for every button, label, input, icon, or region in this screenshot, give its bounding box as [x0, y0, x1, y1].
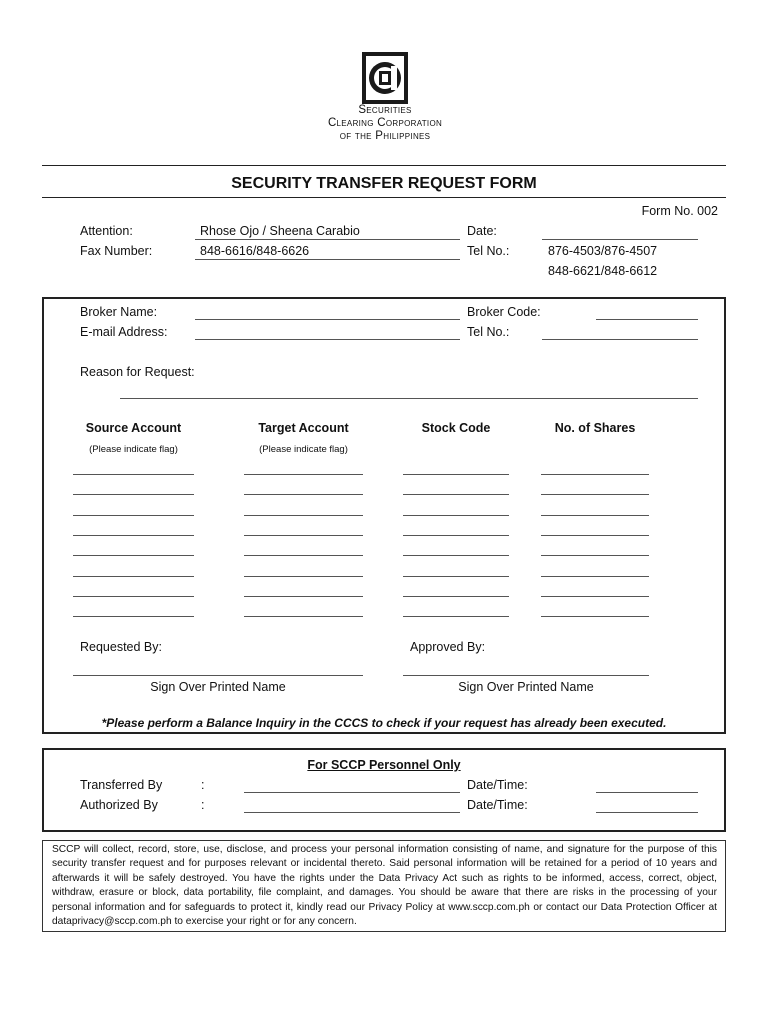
- approved-by-signature-field[interactable]: [403, 675, 649, 676]
- transferred-by-colon: :: [201, 778, 205, 792]
- stock-code-field-row-8[interactable]: [403, 616, 509, 617]
- email-field[interactable]: [195, 339, 460, 340]
- page-title: SECURITY TRANSFER REQUEST FORM: [231, 175, 537, 192]
- fax-field[interactable]: [195, 259, 460, 260]
- source-account-note: (Please indicate flag): [89, 444, 178, 455]
- transferred-by-field[interactable]: [244, 792, 460, 793]
- broker-code-field[interactable]: [596, 319, 698, 320]
- no-of-shares-field-row-2[interactable]: [541, 494, 649, 495]
- sign-label-right: Sign Over Printed Name: [458, 680, 594, 694]
- broker-name-field[interactable]: [195, 319, 460, 320]
- target-account-field-row-3[interactable]: [244, 515, 363, 516]
- target-account-field-row-8[interactable]: [244, 616, 363, 617]
- sign-label-left: Sign Over Printed Name: [150, 680, 286, 694]
- target-account-field-row-7[interactable]: [244, 596, 363, 597]
- attention-label: Attention:: [80, 224, 133, 238]
- no-of-shares-field-row-1[interactable]: [541, 474, 649, 475]
- column-header-target-account: Target Account: [258, 421, 349, 435]
- broker-tel-field[interactable]: [542, 339, 698, 340]
- broker-tel-label: Tel No.:: [467, 325, 510, 339]
- source-account-field-row-7[interactable]: [73, 596, 194, 597]
- datetime-field-1[interactable]: [596, 792, 698, 793]
- attention-field[interactable]: [195, 239, 460, 240]
- date-field[interactable]: [542, 239, 698, 240]
- target-account-note: (Please indicate flag): [259, 444, 348, 455]
- privacy-notice-text: SCCP will collect, record, store, use, disclose, and process your personal information consisting of name, and signature for the purpose of this security transfer request and for purposes relevant or incidental thereto. Said personal information will be retained for a period of 10 years and afterwards it will be safely destroyed. You have the rights under the Data Privacy Act such as rights to be informed, access, correct, object, withdraw, erasure or block, data portability, file complaint, and damages. You should be aware that there are risks in the processing of your personal information and for safeguards to protect it, kindly read our Privacy Policy at www.sccp.com.ph or contact our Data Protection Officer at dataprivacy@sccp.com.ph to exercise your right or for any concern.: [52, 844, 717, 928]
- email-label: E-mail Address:: [80, 325, 168, 339]
- reason-field[interactable]: [120, 398, 698, 399]
- stock-code-field-row-1[interactable]: [403, 474, 509, 475]
- no-of-shares-field-row-6[interactable]: [541, 576, 649, 577]
- date-label: Date:: [467, 224, 497, 238]
- no-of-shares-field-row-4[interactable]: [541, 535, 649, 536]
- source-account-field-row-4[interactable]: [73, 535, 194, 536]
- source-account-field-row-2[interactable]: [73, 494, 194, 495]
- balance-inquiry-note: *Please perform a Balance Inquiry in the CCCS to check if your request has already been executed.: [101, 716, 667, 730]
- target-account-field-row-2[interactable]: [244, 494, 363, 495]
- authorized-by-colon: :: [201, 798, 205, 812]
- personnel-title-text: For SCCP Personnel Only: [307, 758, 461, 772]
- attention-value: Rhose Ojo / Sheena Carabio: [200, 224, 360, 238]
- reason-label: Reason for Request:: [80, 365, 195, 379]
- logo-line-1: Securities: [358, 104, 412, 116]
- target-account-field-row-5[interactable]: [244, 555, 363, 556]
- tel-value-2: 848-6621/848-6612: [548, 264, 658, 278]
- source-account-field-row-3[interactable]: [73, 515, 194, 516]
- target-account-field-row-6[interactable]: [244, 576, 363, 577]
- form-number: Form No. 002: [641, 204, 718, 218]
- broker-code-label: Broker Code:: [467, 305, 541, 319]
- target-account-field-row-4[interactable]: [244, 535, 363, 536]
- logo-line-3: of the Philippines: [339, 130, 431, 142]
- tel-value-1: 876-4503/876-4507: [548, 244, 658, 258]
- source-account-field-row-1[interactable]: [73, 474, 194, 475]
- approved-by-label: Approved By:: [410, 640, 486, 654]
- column-header-no-of-shares: No. of Shares: [554, 421, 636, 435]
- no-of-shares-field-row-3[interactable]: [541, 515, 649, 516]
- no-of-shares-field-row-5[interactable]: [541, 555, 649, 556]
- stock-code-field-row-4[interactable]: [403, 535, 509, 536]
- no-of-shares-field-row-7[interactable]: [541, 596, 649, 597]
- column-header-stock-code: Stock Code: [421, 421, 491, 435]
- sccp-seal-icon: [362, 52, 408, 104]
- stock-code-field-row-6[interactable]: [403, 576, 509, 577]
- fax-label: Fax Number:: [80, 244, 153, 258]
- no-of-shares-field-row-8[interactable]: [541, 616, 649, 617]
- title-bottom-rule: [42, 197, 726, 198]
- broker-name-label: Broker Name:: [80, 305, 158, 319]
- title-top-rule: [42, 165, 726, 166]
- source-account-field-row-5[interactable]: [73, 555, 194, 556]
- fax-value: 848-6616/848-6626: [200, 244, 310, 258]
- source-account-field-row-6[interactable]: [73, 576, 194, 577]
- datetime-label-1: Date/Time:: [467, 778, 528, 792]
- source-account-field-row-8[interactable]: [73, 616, 194, 617]
- datetime-label-2: Date/Time:: [467, 798, 528, 812]
- datetime-field-2[interactable]: [596, 812, 698, 813]
- stock-code-field-row-2[interactable]: [403, 494, 509, 495]
- personnel-title: [42, 758, 726, 772]
- stock-code-field-row-5[interactable]: [403, 555, 509, 556]
- stock-code-field-row-3[interactable]: [403, 515, 509, 516]
- authorized-by-field[interactable]: [244, 812, 460, 813]
- stock-code-field-row-7[interactable]: [403, 596, 509, 597]
- authorized-by-label: Authorized By: [80, 798, 158, 812]
- tel-label: Tel No.:: [467, 244, 510, 258]
- logo-line-2: Clearing Corporation: [327, 117, 443, 129]
- target-account-field-row-1[interactable]: [244, 474, 363, 475]
- transferred-by-label: Transferred By: [80, 778, 163, 792]
- requested-by-label: Requested By:: [80, 640, 162, 654]
- requested-by-signature-field[interactable]: [73, 675, 363, 676]
- column-header-source-account: Source Account: [85, 421, 182, 435]
